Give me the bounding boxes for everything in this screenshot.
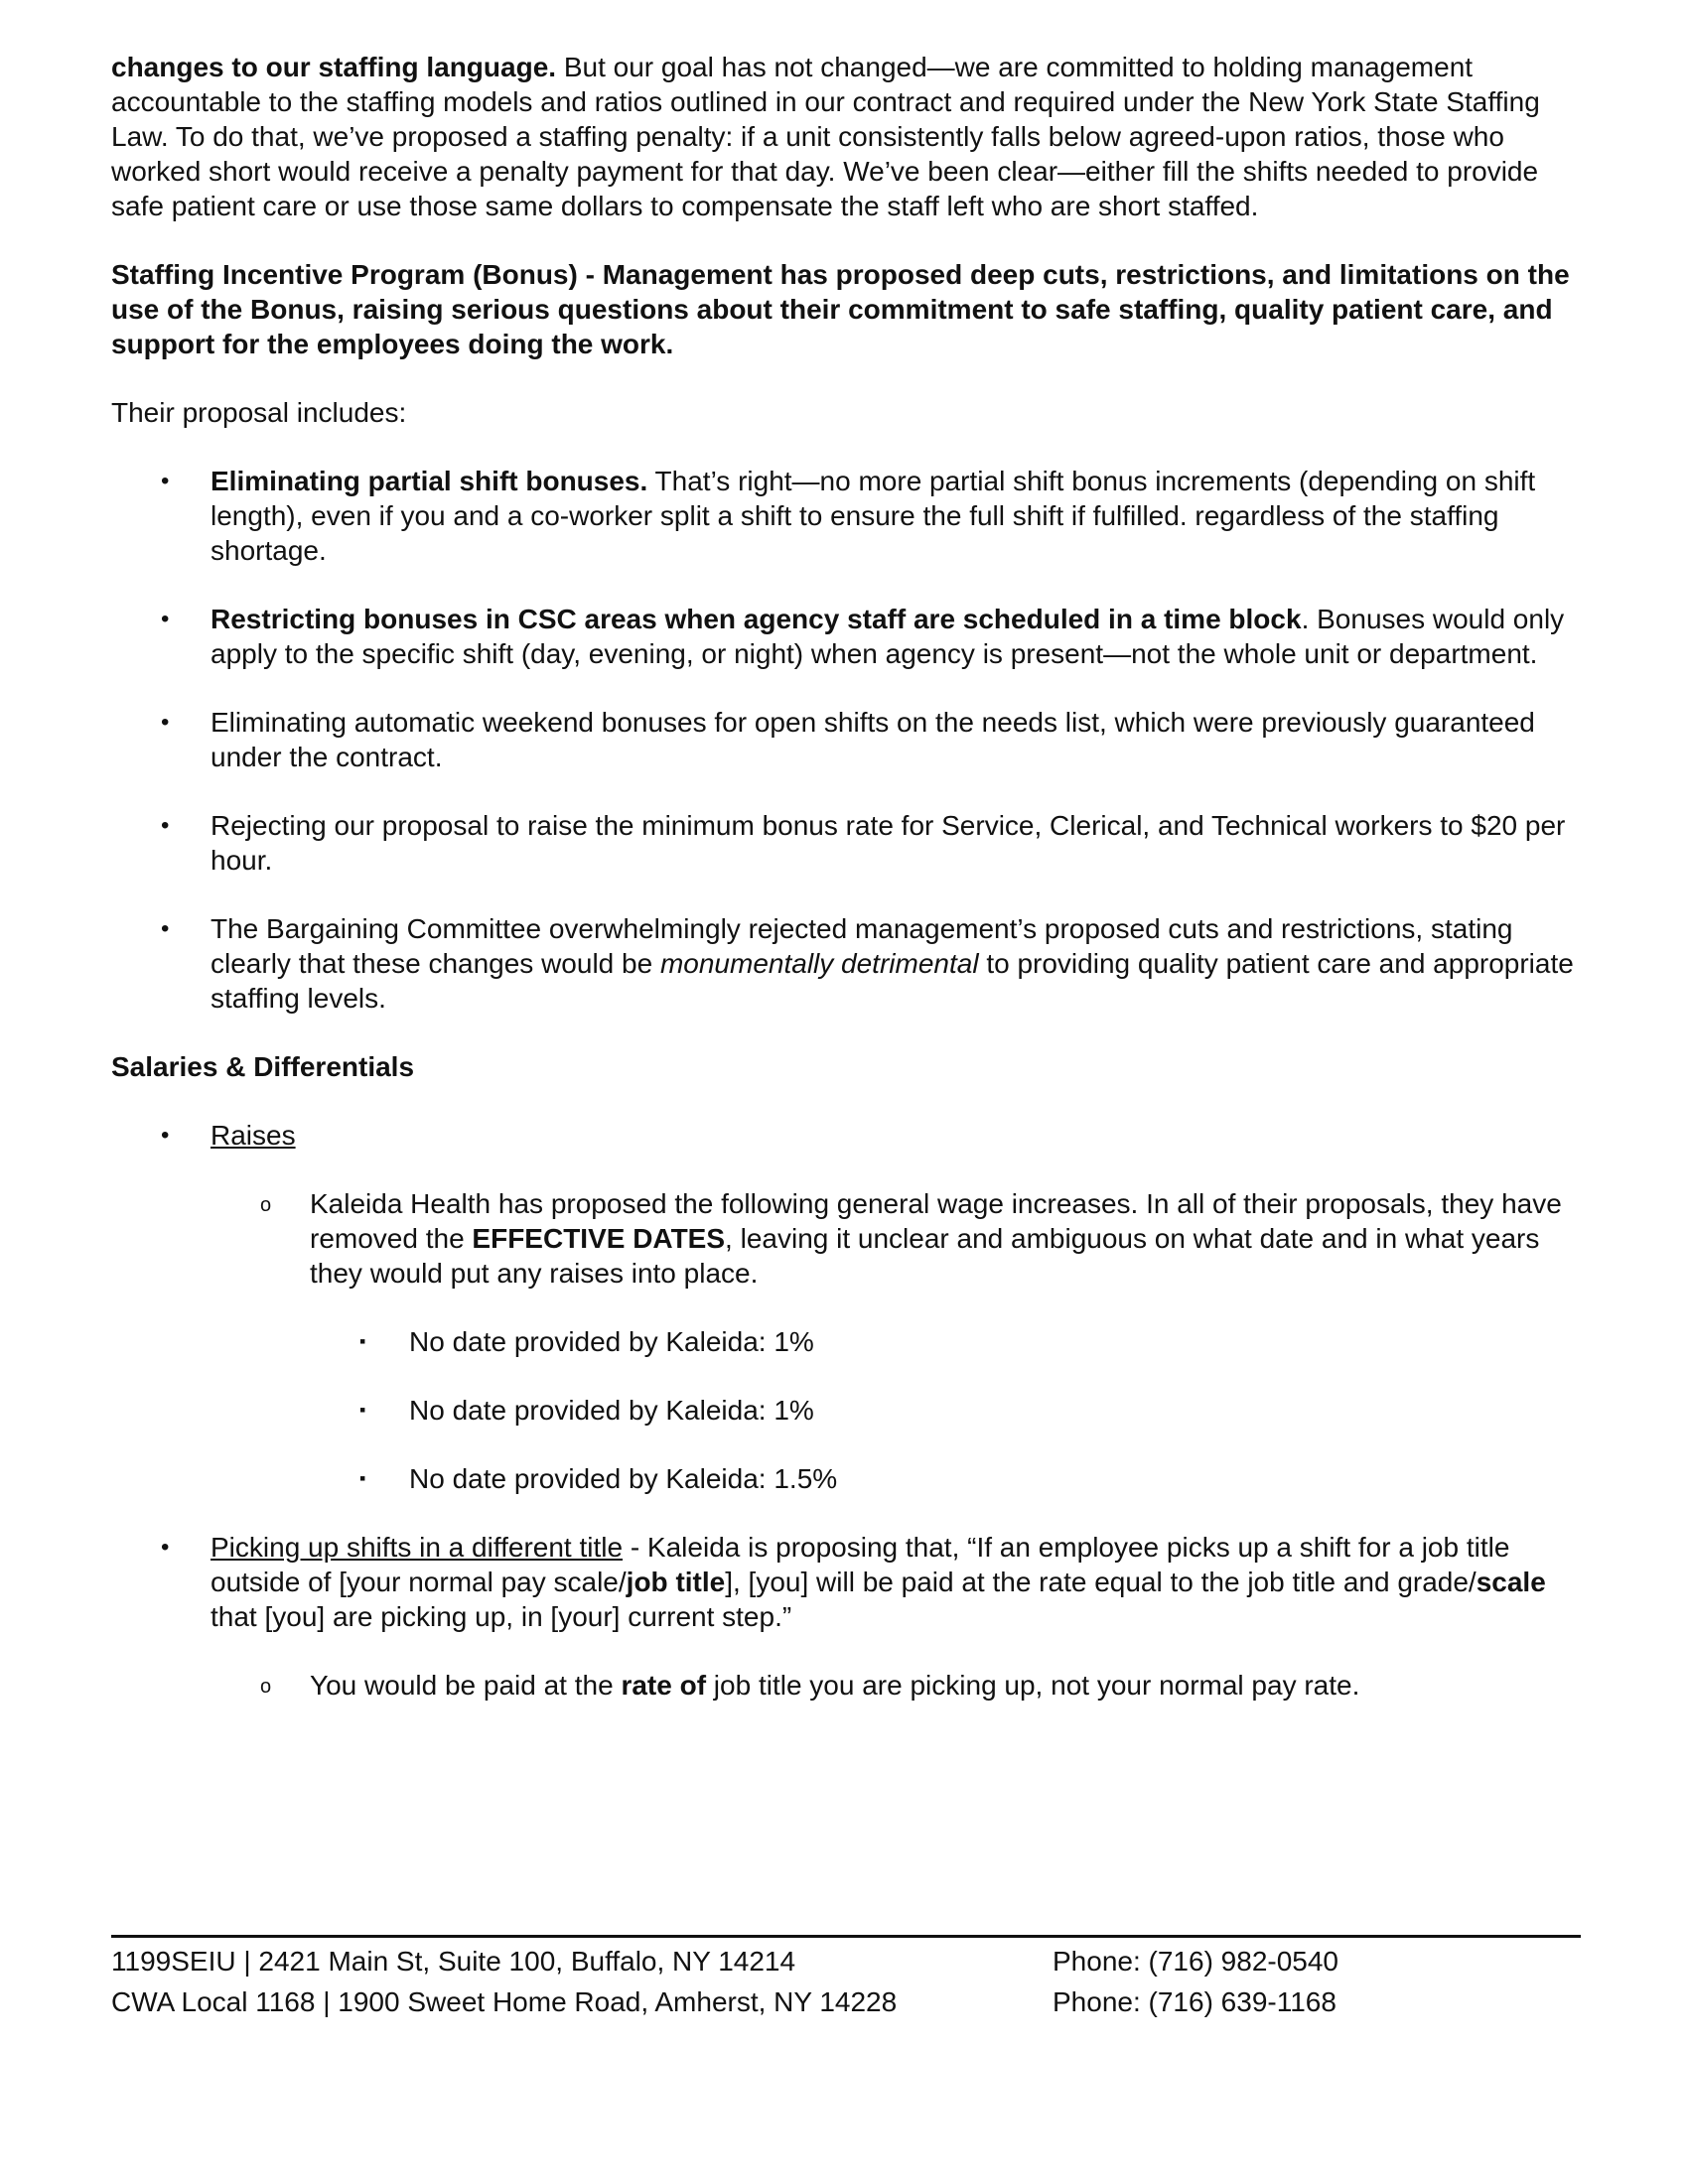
- bullet-bold-lead: Eliminating partial shift bonuses.: [211, 466, 648, 496]
- bullet-item-picking-up-shifts: [111, 1530, 1581, 1634]
- bullet-text: The Bargaining Committee overwhelmingly rejected management’s proposed cuts and restrictions, stating clearly that these changes would be: [211, 913, 1513, 979]
- proposal-intro: Their proposal includes:: [111, 397, 407, 428]
- sub-bullet-marker: o: [260, 1676, 272, 1698]
- page-footer: [111, 1935, 1581, 2025]
- footer-row-1199seiu: [111, 1944, 1581, 1984]
- footer-phone-1199seiu: Phone: (716) 982-0540: [1053, 1946, 1338, 1977]
- bullet-marker: •: [161, 812, 170, 839]
- bullet-italic-emphasis: monumentally detrimental: [659, 948, 979, 979]
- bullet-item-weekend-bonuses: [111, 705, 1581, 774]
- rate-of-emphasis: rate of: [621, 1670, 707, 1701]
- square-bullet-marker: ▪: [359, 1331, 366, 1351]
- intro-bold-lead: changes to our staffing language.: [111, 52, 557, 82]
- bullet-item-committee-rejection: [111, 911, 1581, 1016]
- picking-sub-text: You would be paid at the: [310, 1670, 622, 1701]
- salaries-heading: Salaries & Differentials: [111, 1051, 415, 1082]
- bullet-marker: •: [161, 915, 170, 942]
- bullet-item-csc-areas: [111, 602, 1581, 671]
- raise-item-3: [111, 1461, 1581, 1496]
- scale-emphasis: scale: [1476, 1567, 1546, 1597]
- raises-sub-item: [111, 1186, 1581, 1291]
- bullet-marker: •: [161, 606, 170, 632]
- sub-bullet-marker: o: [260, 1194, 272, 1216]
- bullet-marker: •: [161, 709, 170, 736]
- raise-item-1: [111, 1324, 1581, 1359]
- document-body: [111, 50, 1581, 1736]
- staffing-incentive-heading: Staffing Incentive Program (Bonus) - Management has proposed deep cuts, restrictions, and limitations on the use of the Bonus, raising serious questions about their commitment to safe staffing, quality patient care, and support for the employees doing the work.: [111, 259, 1570, 359]
- raise-item-text: No date provided by Kaleida: 1%: [409, 1395, 814, 1426]
- intro-text: But our goal has not changed—we are committed to holding management accountable to the staffing models and ratios outlined in our contract and required under the New York State Staffing Law. To do that, we’ve proposed a staffing penalty: if a unit consistently falls below agreed-upon ratios, those who worked short would receive a penalty payment for that day. We’ve been clear—either fill the shifts needed to provide safe patient care or use those same dollars to compensate the staff left who are short staffed.: [111, 52, 1540, 221]
- bullet-item-minimum-rate: [111, 808, 1581, 878]
- effective-dates-emphasis: EFFECTIVE DATES: [472, 1223, 726, 1254]
- footer-address-1199seiu: 1199SEIU | 2421 Main St, Suite 100, Buffalo, NY 14214: [111, 1946, 796, 1977]
- picking-text: - Kaleida is proposing that, “If an employee picks up a shift for a job title outside of [your normal pay scale/: [211, 1532, 1510, 1597]
- raises-label: Raises: [211, 1120, 296, 1151]
- footer-row-cwa: [111, 1984, 1581, 2025]
- bullet-marker: •: [161, 1534, 170, 1561]
- picking-sub-text-end: job title you are picking up, not your normal pay rate.: [706, 1670, 1360, 1701]
- raise-item-text: No date provided by Kaleida: 1.5%: [409, 1463, 838, 1494]
- raises-sub-text: Kaleida Health has proposed the following general wage increases. In all of their proposals, they have removed the: [310, 1188, 1562, 1254]
- bullet-text: Rejecting our proposal to raise the minimum bonus rate for Service, Clerical, and Technical workers to $20 per hour.: [211, 810, 1566, 876]
- bullet-marker: •: [161, 468, 170, 494]
- bullet-item-partial-shift: [111, 464, 1581, 568]
- square-bullet-marker: ▪: [359, 1400, 366, 1420]
- raise-item-2: [111, 1393, 1581, 1428]
- bullet-item-raises: [111, 1118, 1581, 1153]
- job-title-emphasis: job title: [626, 1567, 726, 1597]
- bullet-text: That’s right—no more partial shift bonus increments (depending on shift length), even if you and a co-worker split a shift to ensure the full shift if fulfilled. regardless of the staffing shortage.: [211, 466, 1536, 566]
- bullet-text: . Bonuses would only apply to the specific shift (day, evening, or night) when agency is present—not the whole unit or department.: [211, 604, 1565, 669]
- bullet-text: Eliminating automatic weekend bonuses for open shifts on the needs list, which were previously guaranteed under the contract.: [211, 707, 1535, 772]
- bullet-text-end: to providing quality patient care and appropriate staffing levels.: [211, 948, 1574, 1014]
- square-bullet-marker: ▪: [359, 1468, 366, 1488]
- raise-item-text: No date provided by Kaleida: 1%: [409, 1326, 814, 1357]
- bullet-marker: •: [161, 1122, 170, 1149]
- picking-sub-item: [111, 1668, 1581, 1703]
- intro-paragraph: [111, 50, 1581, 223]
- footer-phone-cwa: Phone: (716) 639-1168: [1053, 1986, 1336, 2017]
- picking-text-middle: ], [you] will be paid at the rate equal to the job title and grade/: [725, 1567, 1477, 1597]
- raises-sub-text-end: , leaving it unclear and ambiguous on what date and in what years they would put any raises into place.: [310, 1223, 1540, 1289]
- bullet-bold-lead: Restricting bonuses in CSC areas when agency staff are scheduled in a time block: [211, 604, 1302, 634]
- picking-label: Picking up shifts in a different title: [211, 1532, 624, 1563]
- picking-text-end: that [you] are picking up, in [your] current step.”: [211, 1601, 792, 1632]
- footer-address-cwa: CWA Local 1168 | 1900 Sweet Home Road, Amherst, NY 14228: [111, 1986, 898, 2017]
